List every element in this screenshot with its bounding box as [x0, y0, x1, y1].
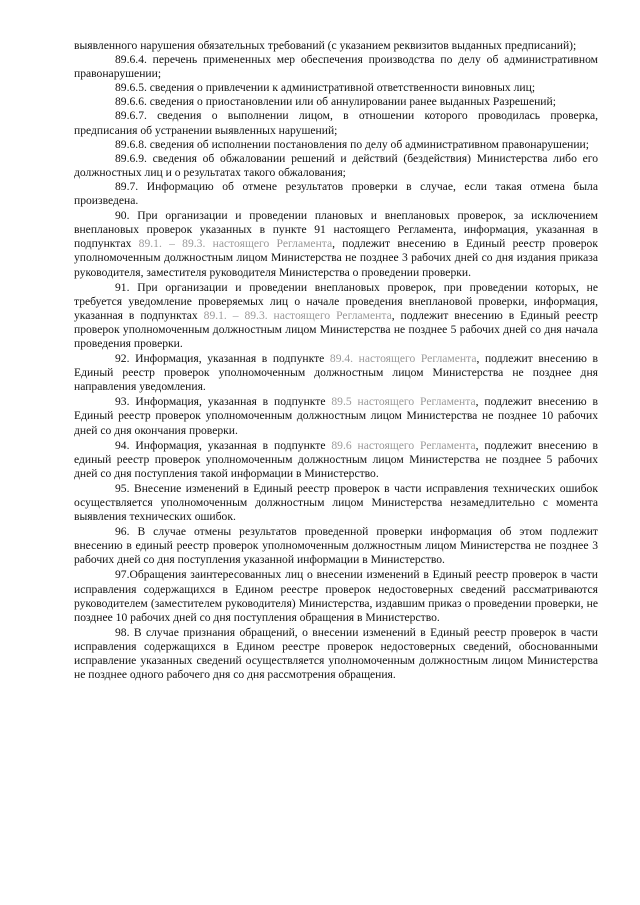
regulation-reference-link[interactable]: 89.1. – 89.3. настоящего Регламента: [138, 237, 333, 251]
paragraph-95: [74, 482, 598, 524]
paragraph-text: 89.6.6. сведения о приостановлении или об аннулировании ранее выданных Разрешений;: [115, 95, 556, 109]
paragraph-94: [74, 439, 598, 481]
paragraph-text: , подлежит внесению в Единый реестр проверок уполномоченным должностным лицом Министерства не позднее 10 рабочих дней со дня окончания проверки.: [74, 395, 598, 437]
paragraph-91: [74, 281, 598, 351]
paragraph-96: [74, 525, 598, 567]
paragraph-text: , подлежит внесению в Единый реестр проверок уполномоченным должностным лицом Министерства не позднее дня направления уведомления.: [74, 352, 598, 394]
paragraph-text: 96. В случае отмены результатов проведенной проверки информация об этом подлежит внесению в единый реестр проверок уполномоченным должностным лицом Министерства не позднее 3 рабочих дней со дня поступления указанной информации в Министерство.: [74, 525, 598, 567]
paragraph-89-7: [74, 180, 598, 208]
paragraph-text: 95. Внесение изменений в Единый реестр проверок в части исправления технических ошибок осуществляется уполномоченным должностным лицом Министерства незамедлительно с момента выявления технических ошибок.: [74, 481, 598, 524]
paragraph-text: 90. При организации и проведении плановых и внеплановых проверок, за исключением внеплановых проверок указанных в пункте 91 настоящего Регламента, информация, указанная в подпунктах: [74, 209, 598, 251]
paragraph-text: 93. Информация, указанная в подпункте: [115, 395, 332, 409]
paragraph-97: [74, 568, 598, 624]
document-page: [74, 39, 598, 682]
paragraph-text: , подлежит внесению в Единый реестр проверок уполномоченным должностным лицом Министерства не позднее 3 рабочих дней со дня издания приказа руководителя, заместителя руководителя Министерства о проведении проверки.: [74, 237, 598, 279]
paragraph-text: 98. В случае признания обращений, о внесении изменений в Единый реестр проверок в части исправления содержащихся в Едином реестре проверок недостоверных сведений, обоснованными исправление указанных сведений осуществляется уполномоченным должностным лицом Министерства не позднее одного рабочего дня со дня рассмотрения обращения.: [74, 625, 598, 682]
paragraph-text: 89.6.4. перечень примененных мер обеспечения производства по делу об административном правонарушении;: [74, 53, 598, 81]
paragraph-89-6-7: [74, 109, 598, 137]
paragraph-89-6-5: [74, 81, 598, 95]
paragraph-continuation: [74, 39, 598, 53]
paragraph-89-6-6: [74, 95, 598, 109]
paragraph-89-6-8: [74, 138, 598, 152]
paragraph-98: [74, 626, 598, 682]
paragraph-text: , подлежит внесению в единый реестр проверок уполномоченным должностным лицом Министерства не позднее 5 рабочих дней со дня поступления такой информации в Министерство.: [74, 438, 598, 480]
paragraph-text: 89.6.8. сведения об исполнении постановления по делу об административном правонарушении;: [115, 137, 589, 151]
paragraph-text: 89.6.7. сведения о выполнении лицом, в отношении которого проводилась проверка, предписания об устранении выявленных нарушений;: [74, 109, 598, 137]
regulation-reference-link[interactable]: 89.1. – 89.3. настоящего Регламента: [203, 308, 392, 322]
paragraph-text: 89.7. Информацию об отмене результатов проверки в случае, если такая отмена была произведена.: [74, 179, 598, 208]
paragraph-text: , подлежит внесению в Единый реестр проверок уполномоченным должностным лицом Министерства не позднее 5 рабочих дней со дня начала проведения проверки.: [74, 308, 598, 350]
paragraph-text: выявленного нарушения обязательных требований (с указанием реквизитов выданных предписаний);: [74, 39, 577, 52]
paragraph-text: 89.6.5. сведения о привлечении к административной ответственности виновных лиц;: [115, 81, 536, 95]
paragraph-89-6-4: [74, 53, 598, 81]
paragraph-89-6-9: [74, 152, 598, 180]
regulation-reference-link[interactable]: 89.6 настоящего Регламента: [331, 438, 476, 452]
paragraph-92: [74, 352, 598, 394]
paragraph-text: 97.Обращения заинтересованных лиц о внесении изменений в Единый реестр проверок в части исправления содержащихся в Едином реестре проверок недостоверных сведений рассматриваются руководителем (заместителем руководителя) Министерства, издавшим приказ о проведении проверки, не позднее 10 рабочих дней со дня поступления обращения в Министерство.: [74, 568, 598, 624]
paragraph-text: 92. Информация, указанная в подпункте: [115, 352, 330, 366]
paragraph-text: 94. Информация, указанная в подпункте: [115, 438, 332, 452]
paragraph-90: [74, 209, 598, 279]
paragraph-93: [74, 395, 598, 437]
regulation-reference-link[interactable]: 89.4. настоящего Регламента: [329, 352, 477, 366]
regulation-reference-link[interactable]: 89.5 настоящего Регламента: [331, 395, 476, 409]
paragraph-text: 89.6.9. сведения об обжаловании решений и действий (бездействия) Министерства либо его должностных лиц и о результатах такого обжалования;: [74, 151, 598, 179]
paragraph-text: 91. При организации и проведении внеплановых проверок, при проведении которых, не требуется уведомление проверяемых лиц о начале проведения внеплановой проверки, информация, указанная в подпунктах: [74, 280, 598, 322]
